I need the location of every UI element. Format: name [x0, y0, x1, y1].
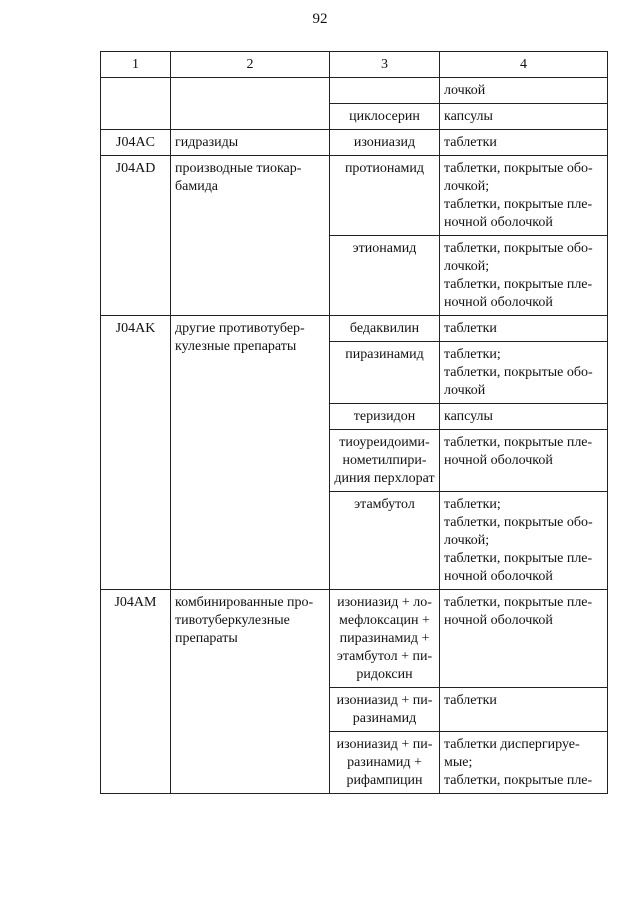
dosage-form-cell: таблетки, покрытые обо- лочкой; таблетки, покрытые пле- ночной оболочкой: [440, 156, 608, 236]
atc-code-cell: J04AK: [101, 316, 171, 590]
group-name-cell: производные тиокар- бамида: [171, 156, 330, 316]
atc-code-cell: J04AD: [101, 156, 171, 316]
header-cell-1: 1: [101, 52, 171, 78]
dosage-form-cell: таблетки: [440, 130, 608, 156]
table-row: [101, 130, 608, 156]
dosage-form-cell: таблетки; таблетки, покрытые обо- лочкой; таблетки, покрытые пле- ночной оболочкой: [440, 492, 608, 590]
atc-code-cell: J04AC: [101, 130, 171, 156]
drug-name-cell: изониазид + ло- мефлоксацин + пиразинамид + этамбутол + пи- ридоксин: [330, 590, 440, 688]
drug-name-cell: изониазид + пи- разинамид: [330, 688, 440, 732]
drug-name-cell: теризидон: [330, 404, 440, 430]
drug-name-cell: [330, 78, 440, 104]
dosage-form-cell: таблетки; таблетки, покрытые обо- лочкой: [440, 342, 608, 404]
table-row: [101, 590, 608, 688]
group-name-cell: комбинированные про- тивотуберкулезные препараты: [171, 590, 330, 794]
header-cell-3: 3: [330, 52, 440, 78]
drug-name-cell: бедаквилин: [330, 316, 440, 342]
dosage-form-cell: таблетки: [440, 688, 608, 732]
dosage-form-cell: капсулы: [440, 404, 608, 430]
page-number: 92: [312, 11, 328, 27]
dosage-form-cell: таблетки: [440, 316, 608, 342]
dosage-form-cell: капсулы: [440, 104, 608, 130]
drug-name-cell: тиоуреидоими- нометилпири- диния перхлорат: [330, 430, 440, 492]
atc-code-cell: [101, 78, 171, 130]
drug-name-cell: этионамид: [330, 236, 440, 316]
group-name-cell: другие противотубер- кулезные препараты: [171, 316, 330, 590]
header-cell-2: 2: [171, 52, 330, 78]
dosage-form-cell: лочкой: [440, 78, 608, 104]
header-cell-4: 4: [440, 52, 608, 78]
drug-name-cell: циклосерин: [330, 104, 440, 130]
dosage-form-cell: таблетки, покрытые пле- ночной оболочкой: [440, 430, 608, 492]
table-row: [101, 156, 608, 236]
dosage-form-cell: таблетки, покрытые пле- ночной оболочкой: [440, 590, 608, 688]
drug-name-cell: пиразинамид: [330, 342, 440, 404]
drug-name-cell: этамбутол: [330, 492, 440, 590]
atc-code-cell: J04AM: [101, 590, 171, 794]
group-name-cell: [171, 78, 330, 130]
drug-name-cell: изониазид + пи- разинамид + рифампицин: [330, 732, 440, 794]
table-row: [101, 78, 608, 104]
drug-name-cell: протионамид: [330, 156, 440, 236]
dosage-form-cell: таблетки, покрытые обо- лочкой; таблетки, покрытые пле- ночной оболочкой: [440, 236, 608, 316]
header-row: [101, 52, 608, 78]
group-name-cell: гидразиды: [171, 130, 330, 156]
drug-table: [100, 51, 608, 794]
table-row: [101, 316, 608, 342]
drug-name-cell: изониазид: [330, 130, 440, 156]
dosage-form-cell: таблетки диспергируе- мые; таблетки, покрытые пле-: [440, 732, 608, 794]
table-body: [101, 78, 608, 794]
